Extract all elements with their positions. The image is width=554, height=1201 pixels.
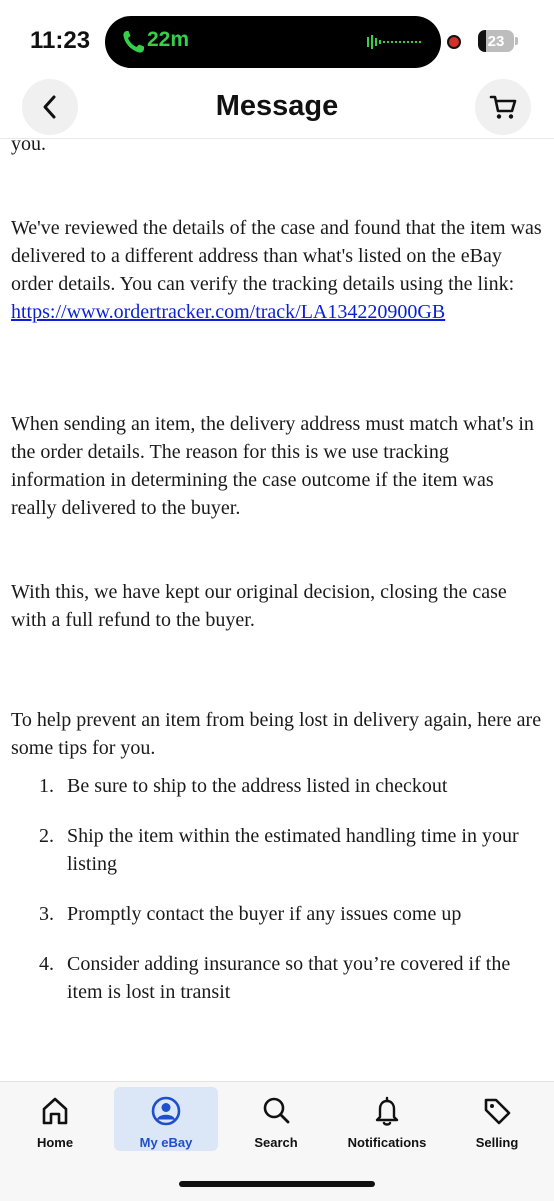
list-number: 2. [39, 825, 54, 847]
page-title: Message [215, 90, 339, 122]
battery-icon [478, 30, 514, 52]
tab-home[interactable] [3, 1087, 107, 1151]
status-bar [0, 0, 554, 78]
cart-button[interactable] [475, 79, 531, 135]
cart-icon [488, 93, 518, 121]
tab-label: Notifications [347, 1135, 427, 1150]
list-item [11, 900, 543, 928]
list-item [11, 772, 543, 800]
tab-selling[interactable] [445, 1087, 549, 1151]
tab-label: Home [36, 1135, 74, 1150]
tab-my-ebay[interactable] [114, 1087, 218, 1151]
home-indicator[interactable] [179, 1181, 375, 1187]
paragraph-text: We've reviewed the details of the case and found that the item was delivered to a different address than what's listed on the eBay order details. You can verify the tracking details using the link: [11, 217, 542, 295]
dynamic-island[interactable] [105, 16, 441, 68]
list-item [11, 950, 543, 1006]
waveform-icon [367, 34, 427, 50]
message-paragraph: To help prevent an item from being lost in delivery again, here are some tips for you. [11, 709, 542, 759]
home-icon [40, 1095, 70, 1127]
search-icon [261, 1095, 291, 1127]
list-text: Promptly contact the buyer if any issues come up [67, 903, 462, 925]
tab-notifications[interactable] [335, 1087, 439, 1151]
bell-icon [372, 1095, 402, 1127]
list-text: Be sure to ship to the address listed in checkout [67, 775, 448, 797]
tag-icon [482, 1095, 512, 1127]
tips-list [11, 772, 543, 1006]
message-paragraph: With this, we have kept our original decision, closing the case with a full refund to the buyer. [11, 581, 507, 631]
list-number: 3. [39, 903, 54, 925]
tab-label: Search [254, 1135, 298, 1150]
list-text: Consider adding insurance so that you’re covered if the item is lost in transit [67, 953, 511, 1003]
tab-label: My eBay [139, 1135, 193, 1150]
message-fragment: you. [11, 139, 46, 155]
recording-indicator [447, 35, 461, 49]
message-paragraph: When sending an item, the delivery address must match what's in the order details. The reason for this is we use tracking information in determining the case outcome if the item was really delivered to the buyer. [11, 413, 534, 519]
tracking-link[interactable]: https://www.ordertracker.com/track/LA134220900GB [11, 301, 446, 323]
status-time: 11:23 [30, 27, 91, 54]
message-body[interactable] [0, 139, 554, 1081]
tab-search[interactable] [224, 1087, 328, 1151]
call-timer: 22m [147, 28, 190, 51]
list-item [11, 822, 543, 878]
list-number: 4. [39, 953, 54, 975]
list-number: 1. [39, 775, 54, 797]
tab-label: Selling [475, 1135, 519, 1150]
battery-level: 23 [487, 33, 505, 50]
message-text [11, 139, 543, 1028]
account-icon [151, 1095, 181, 1127]
list-text: Ship the item within the estimated handling time in your listing [67, 825, 519, 875]
phone-icon [121, 29, 145, 55]
header [0, 78, 554, 139]
battery-cap [515, 37, 518, 45]
message-paragraph [11, 214, 543, 326]
